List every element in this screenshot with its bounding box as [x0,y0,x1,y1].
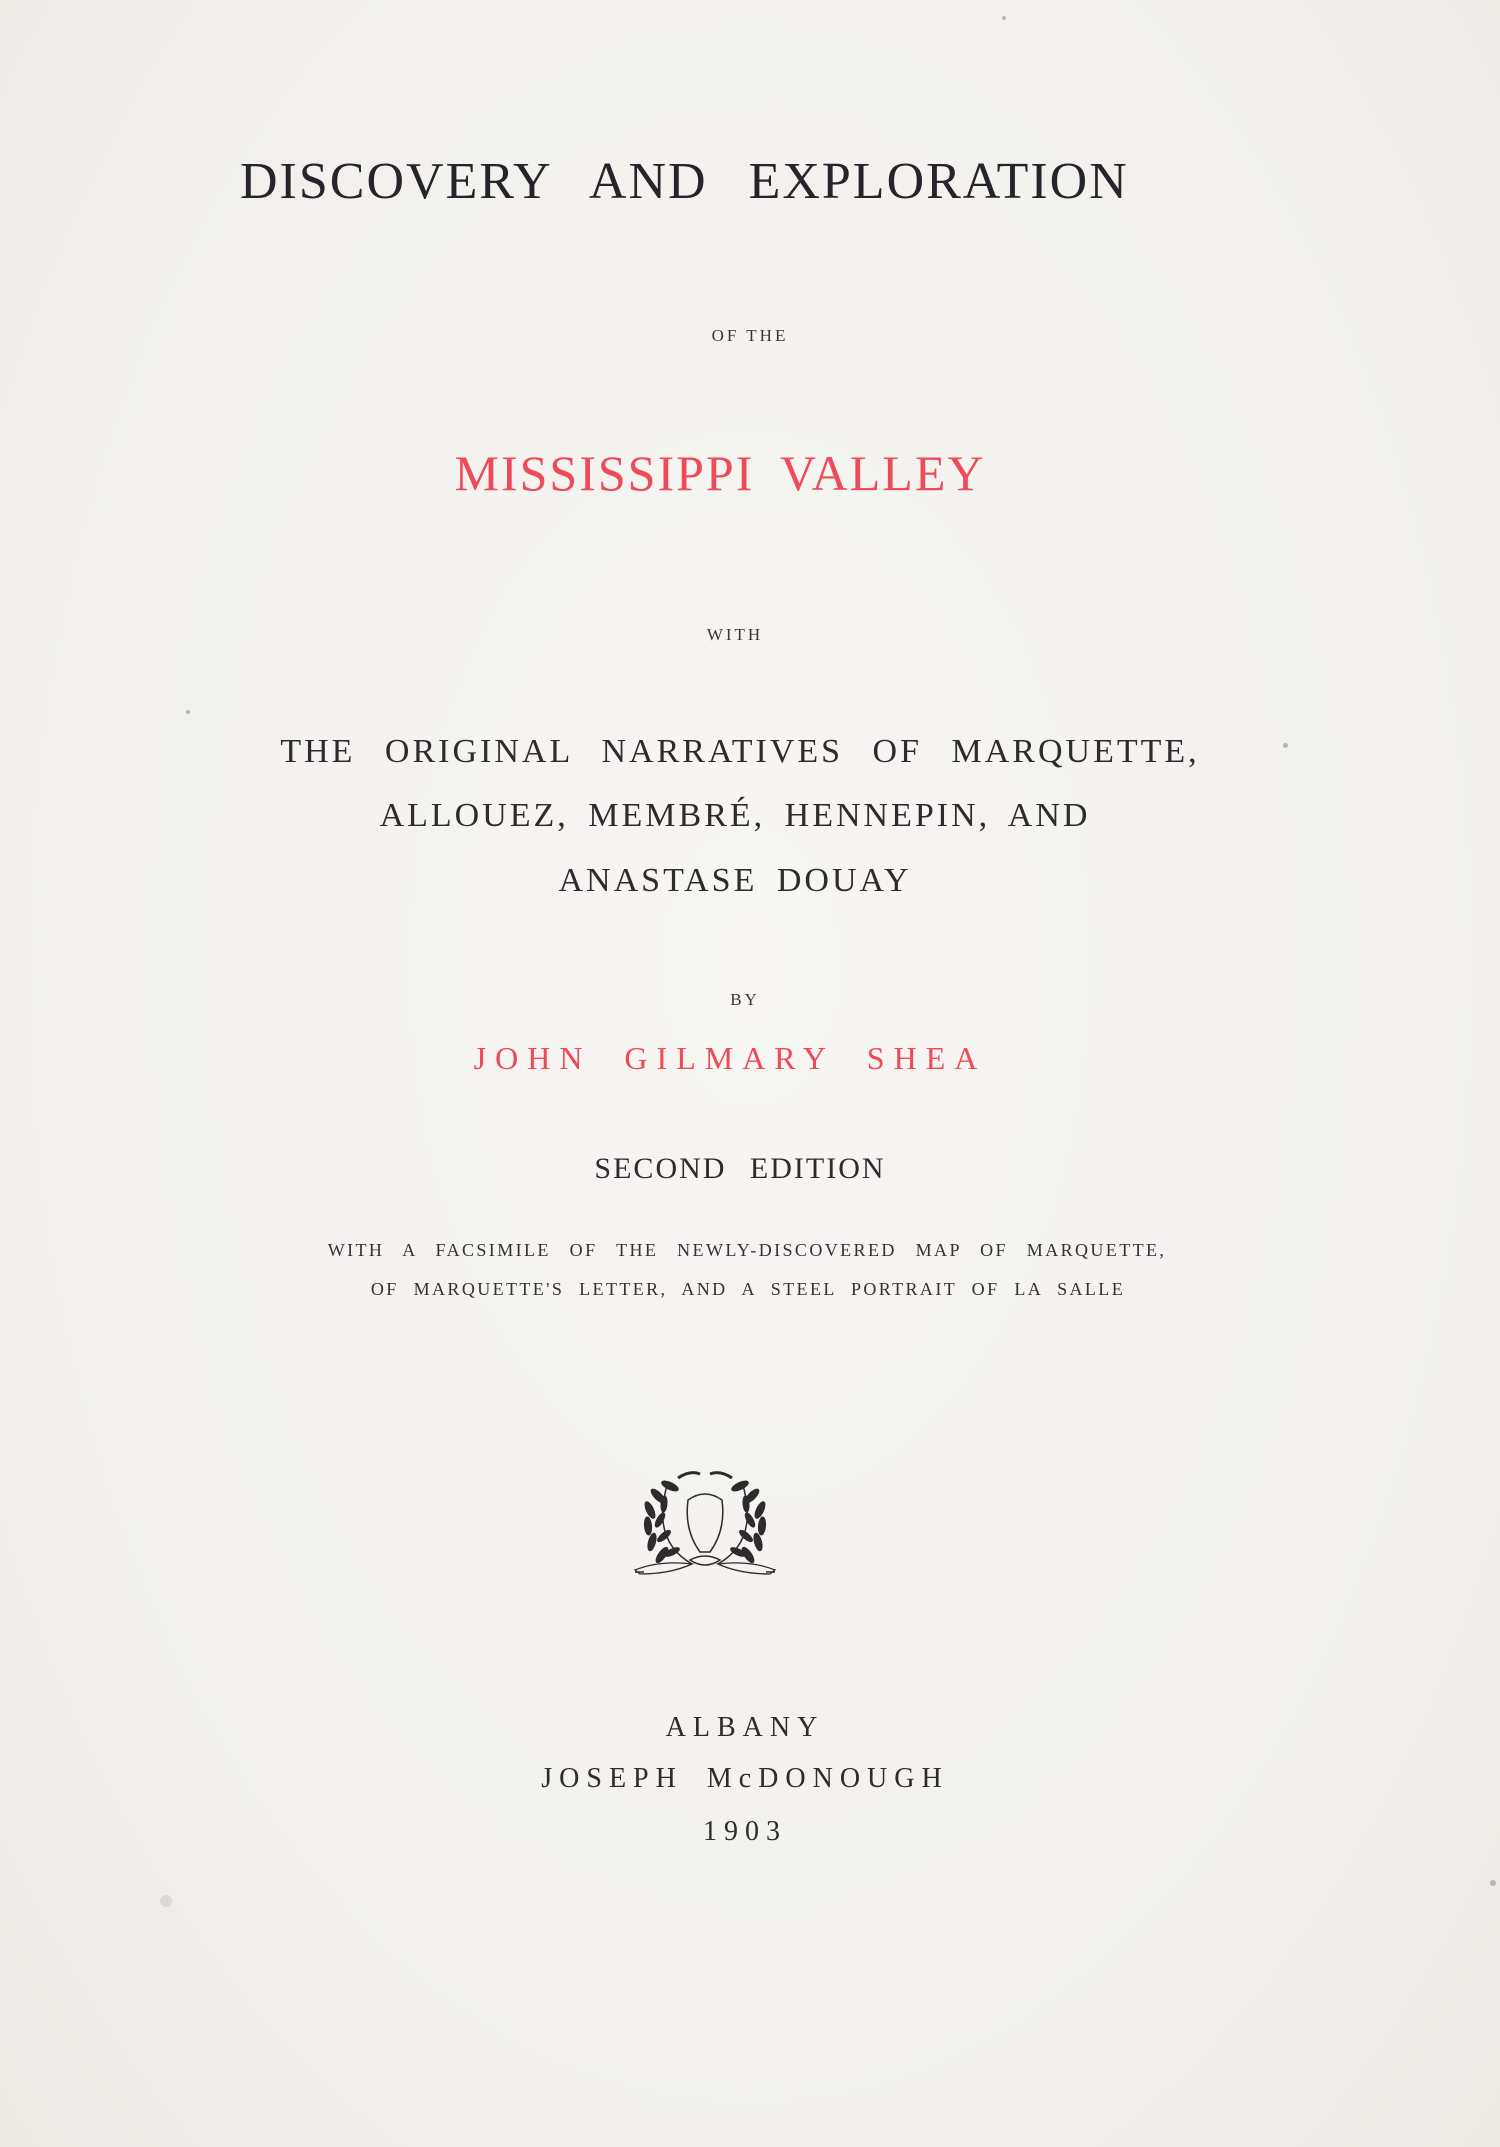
book-title: DISCOVERY AND EXPLORATION [240,153,1129,210]
imprint-place: ALBANY [665,1712,825,1743]
by-label: BY [730,990,760,1009]
imprint-publisher: JOSEPH McDONOUGH [541,1763,949,1794]
narratives-line-2: ALLOUEZ, MEMBRÉ, HENNEPIN, AND [379,797,1091,834]
paper-speck [160,1895,172,1907]
laurel-wreath-icon [630,1460,780,1580]
paper-speck [1283,743,1288,748]
facsimile-note-line-1: WITH A FACSIMILE OF THE NEWLY-DISCOVERED MAP OF MARQUETTE, [327,1240,1167,1260]
facsimile-note-line-2: OF MARQUETTE'S LETTER, AND A STEEL PORTRAIT OF LA SALLE [370,1279,1126,1299]
title-connector-with: WITH [706,625,764,644]
narratives-line-3: ANASTASE DOUAY [558,862,912,899]
paper-speck [1490,1880,1496,1886]
paper-speck [1002,16,1006,20]
author-name: JOHN GILMARY SHEA [473,1040,987,1076]
narratives-line-1: THE ORIGINAL NARRATIVES OF MARQUETTE, [280,733,1200,770]
title-connector-of-the: OF THE [711,326,789,345]
edition-label: SECOND EDITION [594,1152,886,1185]
paper-speck [186,710,190,714]
imprint-year: 1903 [703,1816,787,1847]
book-subject-title: MISSISSIPPI VALLEY [454,445,986,501]
